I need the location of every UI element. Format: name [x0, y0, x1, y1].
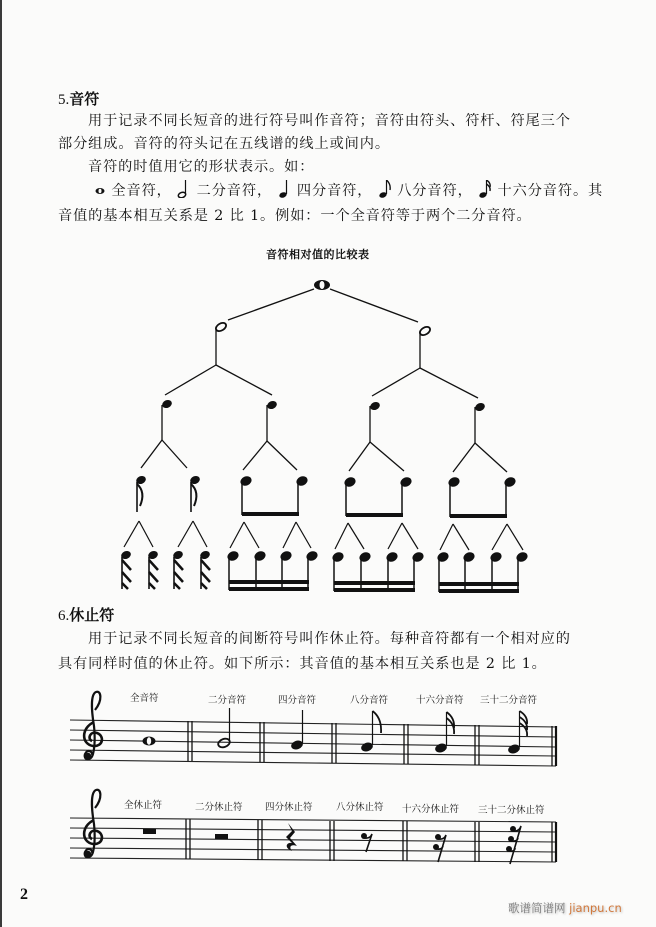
- quarter-note-icon: [290, 710, 304, 751]
- section5-para2: 音符的时值用它的形状表示。如：: [88, 159, 315, 175]
- note-list-label-sixteenth: 十六分音符。其: [497, 183, 604, 199]
- staff-note-label-sixteenth: 十六分音符: [416, 695, 464, 706]
- section5-para1-line2: 部分组成。音符的符头记在五线谱的线上或间内。: [58, 136, 390, 152]
- note-list-label-half: 二分音符，: [196, 183, 273, 199]
- whole-note-icon: [143, 737, 156, 746]
- staff-note-label-half: 二分音符: [208, 695, 247, 706]
- section6-para1-line1: 用于记录不同长短音的间断符号叫作休止符。每种音符都有一个相对应的: [88, 631, 571, 647]
- note-list-label-quarter: 四分音符，: [296, 183, 373, 199]
- section5-para3-line2: 音值的基本相互关系是 2 比 1。例如：一个全音符等于两个二分音符。: [58, 208, 532, 224]
- sixteenth-rest-icon: [433, 834, 446, 862]
- note-list-label-whole: 全音符，: [111, 183, 172, 199]
- section5-number: 5.: [58, 92, 70, 108]
- staff-note-label-whole: 全音符: [130, 693, 159, 704]
- rests-staff: [70, 790, 556, 864]
- staff-rest-label-quarter: 四分休止符: [265, 802, 313, 813]
- staff-rest-label-thirtysecond: 三十二分休止符: [478, 805, 545, 816]
- staff-note-label-quarter: 四分音符: [278, 695, 317, 706]
- section6-para1-line2: 具有同样时值的休止符。如下所示：其音值的基本相互关系也是 2 比 1。: [58, 656, 547, 672]
- section6-title: 休止符: [69, 606, 115, 624]
- watermark: [508, 900, 622, 916]
- staff-rest-label-whole: 全休止符: [124, 800, 163, 811]
- half-rest-icon: [215, 834, 228, 839]
- watermark-text: 歌谱简谱网: [508, 901, 566, 915]
- note-list-label-eighth: 八分音符，: [397, 183, 473, 199]
- tree-diagram-title: 音符相对值的比较表: [266, 248, 370, 261]
- eighth-rest-icon: [361, 833, 372, 852]
- staff-rest-label-half: 二分休止符: [195, 802, 243, 813]
- page-number: 2: [20, 886, 28, 903]
- staff-note-label-eighth: 八分音符: [350, 695, 389, 706]
- treble-clef-icon: [84, 692, 102, 760]
- sixteenth-note-icon: [434, 712, 454, 754]
- quarter-rest-icon: [286, 823, 297, 851]
- watermark-site: jianpu.cn: [569, 901, 622, 915]
- section5-title: 音符: [69, 90, 100, 108]
- eighth-note-icon: [360, 711, 381, 753]
- staff-rest-label-sixteenth: 十六分休止符: [402, 804, 460, 815]
- section6-number: 6.: [58, 608, 70, 624]
- treble-clef-icon: [84, 790, 102, 858]
- notes-staff: [70, 692, 556, 766]
- whole-rest-icon: [143, 829, 156, 834]
- staff-note-label-thirtysecond: 三十二分音符: [480, 695, 538, 706]
- thirtysecond-note-icon: [507, 711, 527, 755]
- staff-rest-label-eighth: 八分休止符: [336, 802, 384, 813]
- section5-para1-line1: 用于记录不同长短音的进行符号叫作音符；音符由符头、符杆、符尾三个: [88, 113, 571, 129]
